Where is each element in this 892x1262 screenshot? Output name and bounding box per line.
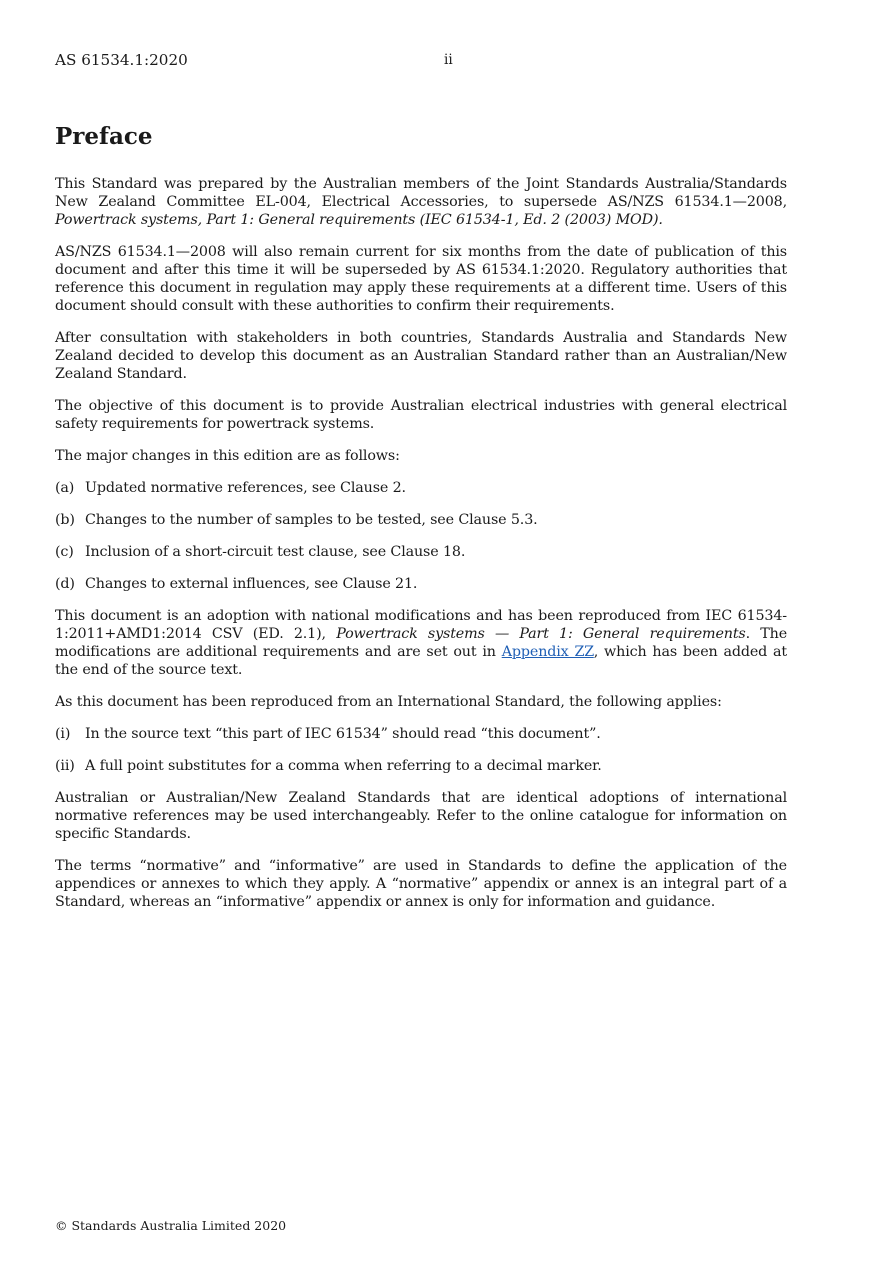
list-item-change [55, 479, 787, 497]
paragraph-committee [55, 175, 787, 229]
list-text: Changes to the number of samples to be tested, see Clause 5.3. [85, 512, 538, 528]
footer-copyright: © Standards Australia Limited 2020 [55, 1218, 287, 1233]
list-label: (d) [55, 576, 75, 592]
paragraph-interchangeable: Australian or Australian/New Zealand Standards that are identical adoptions of international normative references may be used interchangeably. Refer to the online catalogue for information on specific Standards. [55, 790, 787, 842]
list-text: Inclusion of a short-circuit test clause, see Clause 18. [85, 544, 466, 560]
list-label: (a) [55, 480, 75, 496]
list-item-change [55, 543, 787, 561]
paragraph-adoption [55, 607, 787, 679]
paragraph-normative-informative: The terms “normative” and “informative” are used in Standards to define the application of the appendices or annexes to which they apply. A “normative” appendix or annex is an integral part of a Standard, whereas an “informative” appendix or annex is only for information and guidance. [55, 858, 787, 910]
paragraph-text: This document is an adoption with national modifications and has been reproduced from IEC 61534-1:2011+AMD1:2014 CSV (ED. 2.1), [55, 608, 787, 642]
appendix-zz-link[interactable]: Appendix ZZ [501, 644, 594, 660]
list-item-change [55, 575, 787, 593]
paragraph-objective: The objective of this document is to provide Australian electrical industries with general electrical safety requirements for powertrack systems. [55, 398, 787, 432]
paragraph-consultation: After consultation with stakeholders in both countries, Standards Australia and Standards New Zealand decided to develop this document as an Australian Standard rather than an Australian/New Zealand Standard. [55, 330, 787, 382]
preface-body [55, 175, 787, 925]
paragraph-applies-intro: As this document has been reproduced from an International Standard, the following applies: [55, 694, 722, 710]
paragraph-text: . The modifications are additional requirements and are set out in [55, 626, 787, 660]
list-label: (ii) [55, 758, 75, 774]
list-item-applies [55, 757, 787, 775]
header-standard-id: AS 61534.1:2020 [55, 51, 188, 69]
list-text: Changes to external influences, see Clause 21. [85, 576, 418, 592]
paragraph-text: This Standard was prepared by the Australian members of the Joint Standards Australia/Standards New Zealand Committee EL-004, Electrical Accessories, to supersede AS/NZS 61534.1—2008, [55, 176, 787, 210]
list-label: (c) [55, 544, 74, 560]
list-label: (b) [55, 512, 75, 528]
paragraph-currency: AS/NZS 61534.1—2008 will also remain current for six months from the date of publication of this document and after this time it will be superseded by AS 61534.1:2020. Regulatory authorities that reference this document in regulation may apply these requirements at a different time. Users of this document should consult with these authorities to confirm their requirements. [55, 244, 787, 314]
list-item-applies [55, 725, 787, 743]
paragraph-text: , which has been added at the end of the source text. [55, 644, 787, 678]
list-label: (i) [55, 726, 71, 742]
list-item-change [55, 511, 787, 529]
source-title: Powertrack systems — Part 1: General requirements [336, 626, 746, 642]
paragraph-changes-intro: The major changes in this edition are as follows: [55, 448, 400, 464]
superseded-title: Powertrack systems, Part 1: General requirements (IEC 61534-1, Ed. 2 (2003) MOD). [55, 212, 663, 228]
list-text: Updated normative references, see Clause 2. [85, 480, 406, 496]
list-text: A full point substitutes for a comma when referring to a decimal marker. [85, 758, 602, 774]
list-text: In the source text “this part of IEC 61534” should read “this document”. [85, 726, 601, 742]
page-title: Preface [55, 123, 153, 150]
header-page-number: ii [444, 52, 453, 68]
